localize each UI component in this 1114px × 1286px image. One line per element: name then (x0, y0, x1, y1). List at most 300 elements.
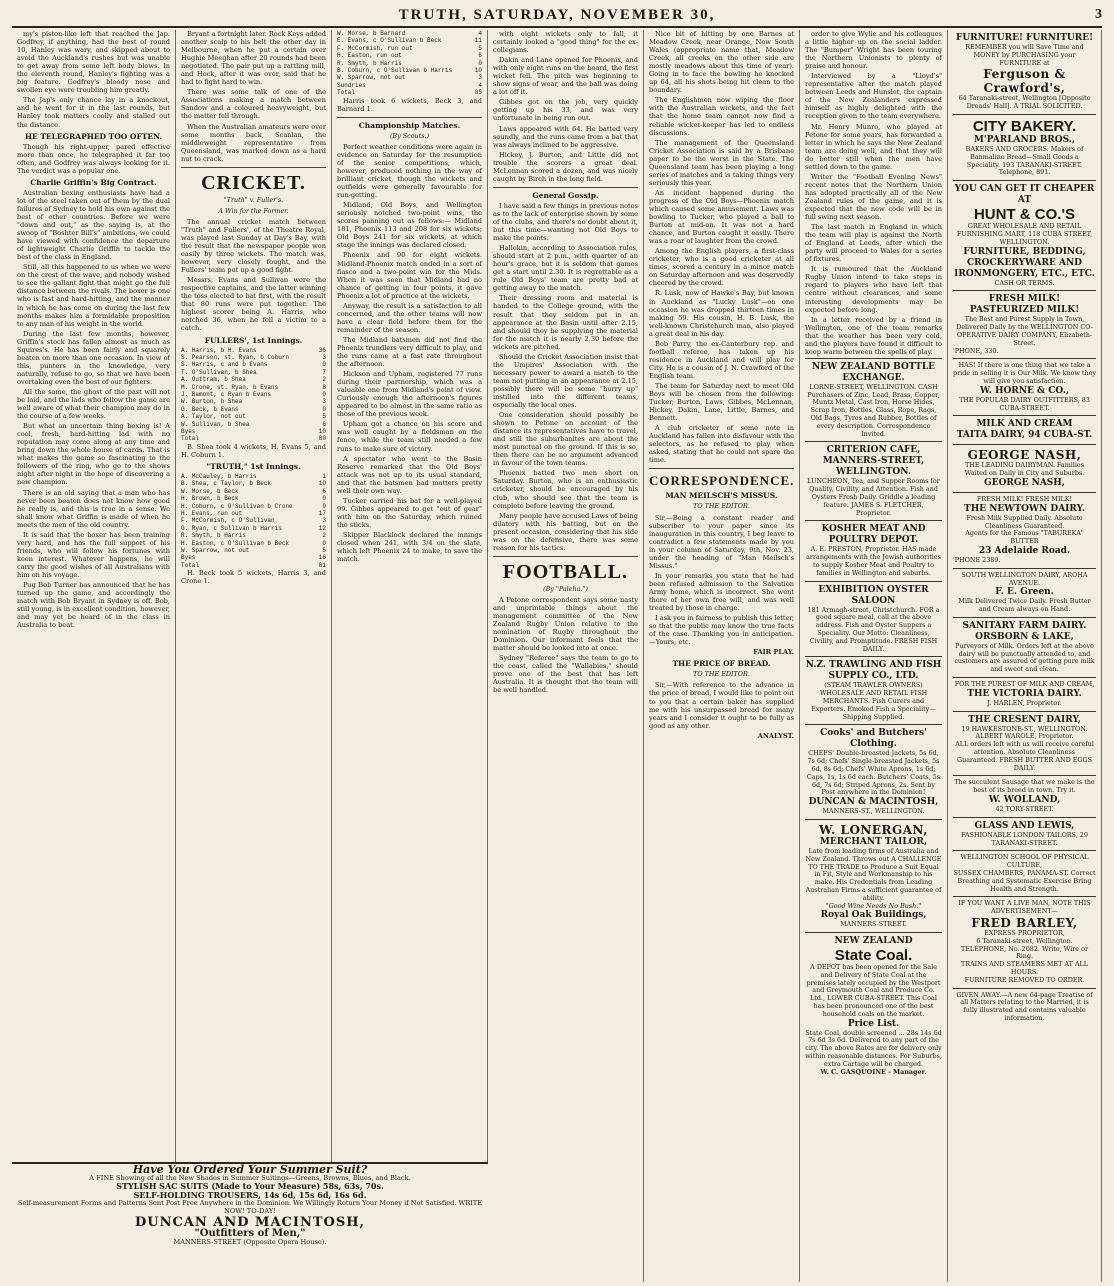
score-row (181, 398, 326, 405)
score-row (337, 30, 482, 37)
letter-paragraph: Sir,—With reference to the advance in the price of bread, I would like to point out to you that a certain baker has supplied me with his unsurpassed bread for many years and I consider it ought to be fully as good as any other. (649, 681, 794, 730)
scorecard-title: FULLERS', 1st Innings. (204, 335, 303, 345)
ad-title: THE NEWTOWN DAIRY. (964, 503, 1085, 514)
ad-firm: GEORGE NASH, (984, 477, 1065, 488)
runs: 9 (322, 502, 326, 510)
ad-body: FURNITURE, BEDDING, CROCKERYWARE AND IRONMONGERY, ETC., ETC. (954, 246, 1095, 279)
ad-title: NEW ZEALAND (834, 936, 913, 947)
article-paragraph: Interviewed by a "Lloyd's" representative after the match played between Leeds and Hunslet, the captain of the New Zealanders expressed himself as highly delighted with the reception given to the team everywhere. (805, 72, 942, 121)
ad-firm: ORSBORN & LAKE, (975, 631, 1074, 642)
article-paragraph: Tucker carried his bat for a well-played 99. Gibbes appeared to get "out of gear" with him on the Saturday, which ruined the sticks. (337, 496, 482, 529)
article-paragraph: Skipper Blacklock declared the innings closed when 241, with 3/4 on the slate, which left Phoenix 24 to make, to save the match. (337, 531, 482, 564)
batsman: G. Beck, b Evans (181, 405, 239, 413)
runs: 0 (322, 539, 326, 547)
runs: 5 (322, 547, 326, 555)
ad-body: TELEPHONE, No. 2082. Write, Wire or Ring. (960, 944, 1089, 961)
scorecard (181, 473, 326, 569)
ad-title: MERCHANT TAILOR, (819, 836, 928, 847)
score-row (181, 369, 326, 376)
article-paragraph: Should the Cricket Association insist that the Umpires' Association with the necessary power to award a match to the team not putting in an appearance at 2.15, possibly there will be some "hurry up" instilled into the different teams, especially the local ones. (493, 352, 638, 410)
ad-glass-and-lewis (953, 817, 1096, 851)
batsman: F. McCormish, c O'Sullivan (181, 517, 275, 525)
article-paragraph: Though his right-upper, pared effective more than once, he telegraphed it far too often, and Godfrey was always looking for it. The verdict was a popular one. (17, 142, 170, 175)
article-paragraph: Phoenix and 90 for eight wickets. Midland-Phoenix match ended in a sort of fiasco and a two-point win for the Mids. When it was seen that Midland had no chance of getting in four points, it gave Phoenix a lot of practice at the wickets. (337, 251, 482, 300)
ad-title: MILK AND CREAM (976, 419, 1073, 430)
addressee: TO THE EDITOR. (693, 502, 750, 511)
column-5 (644, 30, 800, 1282)
score-row (337, 37, 482, 44)
score-row (337, 60, 482, 67)
runs: 16 (318, 554, 326, 562)
ad-line: Self-measurement Forms and Patterns Sent Post Free Anywhere in the Dominion. We Willingly Return Your Money if Not Satisfied. WRITE NOW! TO-DAY! (17, 1198, 483, 1216)
article-paragraph: The annual cricket match between "Truth" and Fullers', of the Theatre Royal, was played last Sunday at Day's Bay, with the result that the newspaper people won easily by three wickets. The match was, however, very closely fought, and the Fullers' team put up a good fight. (181, 217, 326, 275)
score-row (181, 488, 326, 495)
runs: 2 (322, 376, 326, 384)
divider (337, 117, 482, 118)
ad-address: MANNERS-STREET (Opposite Opera House). (173, 1238, 327, 1247)
ad-body: CHEFS' Double-breasted Jackets, 5s 6d, 7s 6d; Chefs' Single-breasted Jackets, 5s 6d, 8s 6d; Chefs' White Aprons, 1s 6d; Caps, 1s, 1s 6d each. Butchers' Coats, 5s 6d, 7s 6d; Striped Aprons, 2s. Sent by Post anywhere in the Dominion! (806, 749, 941, 797)
ad-criterion-cafe (805, 441, 942, 520)
runs: 3 (322, 353, 326, 361)
batsman: W. Sparrow, not out (337, 74, 406, 82)
batsman: H. Easton, run out (337, 52, 402, 60)
runs: 0 (322, 390, 326, 398)
ad-firm: THE VICTORIA DAIRY. (967, 688, 1082, 699)
section-heading: General Gossip. (532, 190, 599, 200)
batsman: Total (181, 435, 200, 443)
ad-title: State Coal. (834, 947, 913, 965)
score-row (181, 503, 326, 510)
runs: 10 (318, 428, 326, 436)
score-row (181, 428, 326, 435)
ad-summer-suits (12, 1162, 488, 1282)
ad-firm: DUNCAN & MACINTOSH, (808, 797, 939, 808)
ad-firm: GLASS AND LEWIS, (974, 820, 1075, 831)
article-paragraph: A Petone correspondent says some nasty and unprintable things about the management committee of the New Zealand Rugby Union relative to the nomination of Rugby throughout the Dominion. Our informant feels that the matter should be looked into at once. (493, 595, 638, 653)
runs: 81 (318, 561, 326, 569)
score-row (337, 89, 482, 96)
article-paragraph: During the last few months, however, Griffin's stock has fallen almost as much as Squires's. He has been fairly and squarely beaten on more than one occasion. In view of this, punters in the knowledge, very naturally, refuse to go, so that we have been overtaking even the best of our fighters. (17, 329, 170, 386)
divider (649, 468, 794, 469)
column-1 (12, 30, 176, 1282)
runs: 6 (478, 52, 482, 60)
article-paragraph: Harris took 6 wickets, Beck 3, and Barnard 1. (337, 96, 482, 113)
article-paragraph: Writer the "Football Evening News" recent notes that the Northern Union has adopted practically all of the New Zealand rules of the game, and it is expected that the new code will be in full swing next season. (805, 172, 942, 222)
runs: 3 (322, 398, 326, 406)
score-row (181, 525, 326, 532)
scorecard (337, 30, 482, 97)
runs: 0 (322, 405, 326, 413)
ad-title: SANITARY FARM DAIRY. (962, 620, 1087, 631)
subheading: A Win for the Former. (218, 206, 289, 215)
ad-city-bakery (953, 114, 1096, 180)
batsman: B. Coburn, c O'Sullivan b Harris (337, 67, 453, 75)
runs: 6 (322, 420, 326, 428)
ad-george-nash (953, 444, 1096, 492)
score-row (181, 435, 326, 442)
article-paragraph: B. Shea took 4 wickets, H. Evans 5, and H. Coburn 1. (181, 442, 326, 459)
article-paragraph: The Englishmen now wiping the floor with the Australian wickets, and the fact that the home team cannot now find a reliable wicket-keeper has led to endless discussions. (649, 96, 794, 137)
article-paragraph: H. Beck took 5 wickets, Harris 3, and Crone 1. (181, 569, 326, 586)
runs: 11 (474, 37, 482, 45)
ad-tagline: "Outfitters of Men," (194, 1228, 306, 1240)
ad-line: SELF-HOLDING TROUSERS, 14s 6d, 15s 6d, 16s 6d. (133, 1189, 367, 1200)
byline: (By Scouts.) (389, 131, 430, 140)
column-6 (800, 30, 948, 1282)
batsman: T. O'Sullivan, b Shea (181, 368, 257, 376)
article-paragraph: A spectator who went to the Basin Reserve remarked that the Old Boys' attack was not up to its usual standard, and that the batsmen had matters pretty well their own way. (337, 454, 482, 495)
ad-firm: DUNCAN AND MACINTOSH, (134, 1215, 366, 1231)
score-row (337, 67, 482, 74)
article-paragraph: R. Lusk, now of Hawke's Bay, but known in Auckland as "Lucky Lusk"—on one occasion he was dropped thirteen times in making 59. His cousin, H. B. Lusk, the well-known Christchurch man, also played a great deal in his day. (649, 289, 794, 338)
ad-firm: FRED BARLEY, (971, 916, 1078, 931)
article-paragraph: Laws appeared with 64. He batted very soundly, and the runs came from a bat that was always inclined to be aggressive. (493, 124, 638, 149)
ad-body: State Coal, double screened ... 28s 14s 6d 7s 6d 3s 6d. Delivered to any part of the city. The above Rates are for delivery only within reasonable distances. For Suburbs, extra Cartage will be charged. (805, 1028, 942, 1068)
runs: 2 (322, 532, 326, 540)
ad-body: Late from leading firms of Australia and New Zealand. Throws out A CHALLENGE TO THE TRADE to Produce a Suit Equal in Fit, Style and Workmanship to his make. His Credentials from Leading Australian Firms a sufficient guarantee of ability. (805, 846, 942, 902)
batsman: H. Coburn, c O'Sullivan b Crone (181, 502, 293, 510)
letter-paragraph: I ask you in fairness to publish this letter, so that the public may know the true facts of the case. Thanking you in anticipation.—Yours, etc. (649, 614, 794, 647)
ad-body: Agents for the Famous "TABUREKA" BUTTER (965, 529, 1084, 546)
batsman: W. Morse, b Barnard (337, 30, 406, 37)
score-row (181, 517, 326, 524)
batsman: B. Shea, c Taylor, b Beck (181, 480, 272, 488)
ad-address: 64 Taranaki-street, Wellington [Opposite Dreads' Hall]. A TRIAL SOLICITED. (958, 94, 1091, 111)
ad-body: Milk Delivered Twice Daily. Fresh Butter and Cream always on Hand. (958, 597, 1091, 614)
runs: 1 (322, 472, 326, 480)
ad-firm: W. HORNE & CO., (979, 385, 1069, 396)
ad-title: FRESH MILK! PASTEURIZED MILK! (969, 294, 1080, 316)
ad-body: TRAINS AND STEAMERS MET AT ALL HOURS. (960, 960, 1089, 976)
article-paragraph: Sydney "Referee" says the team to go to the coast, called the "Wallabies," should prove one of the best that has left Australia. It is thought that the team will be well handled. (493, 654, 638, 695)
article-paragraph: A club cricketer of some note in Auckland has fallen into disfavour with the selectors, as he refused to play when asked, stating that he could not spare the time. (649, 424, 794, 465)
ad-phone: 'PHONE, 330. (953, 346, 999, 355)
score-row (181, 361, 326, 368)
batsman: M. Crone, st. Ryan, b Evans (181, 383, 279, 391)
score-row (181, 347, 326, 354)
score-row (181, 391, 326, 398)
batsman: A. McCauley, b Harris (181, 472, 257, 480)
football-heading: FOOTBALL. (502, 560, 629, 583)
ad-oyster-saloon (805, 581, 942, 657)
score-row (181, 480, 326, 487)
score-row (337, 52, 482, 59)
addressee: TO THE EDITOR. (693, 670, 750, 679)
ad-body: ALBERT WAROLE, Proprietor. (975, 732, 1074, 741)
section-heading: Charlie Griffin's Big Contract. (30, 177, 157, 187)
letter-signature: FAIR PLAY. (753, 648, 794, 657)
score-row (181, 354, 326, 361)
ad-bottle-exchange (805, 358, 942, 442)
ad-line: A FINE Showing of all the New Shades in Summer Suitings—Greens, Browns, Blues, and Black. (89, 1174, 411, 1183)
runs: 6 (322, 487, 326, 495)
score-row (181, 421, 326, 428)
article-paragraph: The management of the Queensland Cricket Association is said by a Brisbane paper to be the worst in the State. The Queensland team has been playing a long series of matches and is taking things very seriously this year. (649, 138, 794, 187)
ad-south-wellington-dairy (953, 568, 1096, 617)
runs: 12 (318, 524, 326, 532)
article-paragraph: Bryant a fortnight later. Rock Keys added another scalp to his belt the other day in Melbourne, when he put a certain over Hughie Meeghan after 20 rounds had been negotiated. The pair put up a rattling mill, and Hock, after it was over, said that he had to fight hard to win. (181, 30, 326, 87)
article-paragraph: All the same, the ghost of the past will not be laid, and the lads who follow the game are well aware of what their champion may do in the course of a few weeks. (17, 387, 170, 421)
article-paragraph: Australian boxing enthusiasts have had a lot of the steel taken out of them by the dual failures of Sydney to hold his own against the best of other countries. Before we were "down and out," as the saying is, at the swoop of "Boshter Bill's" ambitions, we could have viewed with confidence the departure of lightweight Charlie Griffin to tackle the best of the class in England. (17, 188, 170, 262)
article-paragraph: Anyway, the result is a satisfaction to all concerned, and the other teams will now have a clear field before them for the remainder of the season. (337, 301, 482, 334)
article-paragraph: The last match in England in which the team will play is against the North of England at Leeds, after which the party will proceed to Wales for a series of fixtures. (805, 223, 942, 264)
ad-address: 42 TORY-STREET. (995, 805, 1054, 814)
ad-title: WELLINGTON SCHOOL OF PHYSICAL CULTURE, (960, 853, 1089, 870)
byline: (By "Paleha.") (543, 584, 588, 593)
ad-address: MANNERS-STREET. (840, 920, 907, 929)
batsman: H. Evans, run out (181, 510, 243, 517)
article-paragraph: But what an uncertain thing boxing is! A cool, fresh, hard-hitting lad with no reputation may come along at any time and bring down the whole house of cards. That is what makes the game so fascinating to the followers of the ring, who go to the shows night after night in the hope of discovering a new champion. (17, 422, 170, 487)
batsman: H. Brown, b Beck (181, 495, 239, 503)
batsman: W. Sullivan, b Shea (181, 420, 250, 428)
newspaper-title: TRUTH, SATURDAY, NOVEMBER 30, (398, 6, 716, 23)
ad-victoria-dairy (953, 677, 1096, 711)
article-paragraph: Gibbes got on the job, very quickly getting up his 33, and was very unfortunate in being run out. (493, 98, 638, 123)
batsman: A. Taylor, not out (181, 413, 246, 421)
article-paragraph: Phoenix batted two men short on Saturday. Burton, who is an enthusiastic cricketer, should be encouraged by his club, who should see that the team is complete before leaving the ground. (493, 469, 638, 510)
runs: 80 (318, 435, 326, 443)
price-list-title: Price List. (847, 1018, 900, 1029)
ad-cooks-clothing (805, 724, 942, 819)
runs: 5 (322, 413, 326, 421)
ad-title: FURNITURE! FURNITURE! (955, 33, 1094, 43)
ad-body: (STEAM TRAWLER OWNERS) WHOLESALE AND RETAIL FISH MERCHANTS. Fish Curers and Exporters. Emoked Fish a Speciality—Shipping Supplied. (811, 681, 936, 721)
boxing-article (17, 30, 170, 1158)
ad-fred-barley (953, 896, 1096, 987)
ad-state-coal (805, 932, 942, 1079)
batsman: W. Burton, b Shea (181, 398, 243, 406)
batsman: R. Smyth, b Harris (181, 532, 246, 540)
ad-address: 23 Adelaide Road. (978, 545, 1071, 556)
letter-paragraph: In your remarks you state that he had been refused admission to the Salvation Army home, which is incorrect. She went there of her own free will, and was well treated by those in charge. (649, 571, 794, 613)
ad-address: THE POPULAR DAIRY OUTFITTERS, 83 CUBA-STREET. (959, 395, 1090, 412)
runs: 0 (478, 59, 482, 67)
ad-firm: F. E. Green. (995, 587, 1054, 598)
score-row (181, 532, 326, 539)
batsman: W. Sparrow, not out (181, 547, 250, 555)
ad-physical-culture (953, 850, 1096, 896)
score-row (181, 540, 326, 547)
batsman: S. Harris, c and b Evans (181, 361, 268, 369)
ad-wolland (953, 775, 1096, 816)
article-paragraph: Among the English players, a first-class cricketer, who is a good cricketer at all times, scored a century in a minor match on Saturday afternoon and was deservedly cheered by the crowd. (649, 247, 794, 288)
ad-sanitary-farm-dairy (953, 617, 1096, 677)
article-paragraph: The Jap's only chance lay in a knockout, and he went for it in the last rounds, but Hanley took matters coolly and stalled out the distance. (17, 96, 170, 129)
ad-firm: Ferguson & Crawford's, (983, 67, 1066, 96)
ad-firm: W. WOLLAND, (988, 795, 1061, 806)
article-paragraph: There was some talk of one of the Associations making a match between Sandow and a coloured heavyweight, but the matter fell through. (181, 88, 326, 121)
runs: 17 (318, 510, 326, 517)
ad-newtown-dairy (953, 492, 1096, 568)
ad-body: Fresh Milk Supplied Daily. Absolute Cleanliness Guaranteed. (966, 513, 1083, 530)
ad-manager: W. C. GASQUOINE - Manager. (820, 1067, 927, 1076)
ad-horne (953, 358, 1096, 415)
batsman: F. McCormish, run out (337, 44, 413, 52)
runs: 85 (474, 89, 482, 97)
ad-given-away (953, 988, 1096, 1026)
score-row (337, 74, 482, 81)
letter-title: MAN MEILSCH'S MISSUS. (665, 491, 778, 501)
ad-trawling (805, 656, 942, 724)
ad-title: N.Z. TRAWLING AND FISH SUPPLY CO., LTD. (805, 660, 942, 682)
article-paragraph: There is an old saying that a man who has never been beaten does not know how good he really is, and this is true in a sense. We shall know what Griffin is made of when he meets the men of the old country. (17, 488, 170, 529)
letter-paragraph: Sir,—Being a constant reader and subscriber to your paper since its inauguration in this country, I beg leave to contradict a few statements made by you in your column of Saturday, 9th, Nov. 23, under the heading of "Man Meilsch's Missus." (649, 513, 794, 570)
article-paragraph: Pug Bob Turner has announced that he has turned up the game, and accordingly the match with Bob Bryant in Sydney is off. Bob, still young, is in excellent condition, however, and may yet be heard of in the class in Australia to beat. (17, 581, 170, 630)
runs: 0 (322, 495, 326, 503)
ad-body: ALL orders left with us will receive careful attention. Absolute Cleanliness Guaranteed. FRESH BUTTER AND EGGS DAILY. (955, 740, 1094, 772)
score-row (181, 562, 326, 569)
ad-body: FURNITURE REMOVED TO ORDER. (964, 975, 1085, 984)
scorecard-title: "TRUTH," 1st Innings. (206, 461, 301, 471)
masthead (12, 4, 1102, 28)
ad-firm: M'PARLAND BROS., (973, 134, 1076, 145)
article-paragraph: An incident happened during the progress of the Old Boys—Phoenix match which caused some amusement. Laws was bowling to Tucker, who played a ball to Burton at mid-on. It was not a hard chance, and Burton caught it easily. There was a roar of laughter from the crowd. (649, 188, 794, 246)
runs: 36 (318, 346, 326, 354)
runs: 3 (478, 74, 482, 82)
section-heading: HE TELEGRAPHED TOO OFTEN. (24, 131, 163, 141)
score-row (337, 45, 482, 52)
article-paragraph: One consideration should possibly be shown to Petone on account of the distance its representatives have to travel, and still the suburbanites are about the most punctual on the ground. If this is so, then there can be no argument advanced in favour of the town teams. (493, 411, 638, 468)
score-row (181, 510, 326, 517)
ad-body: REMEMBER you will Save Time and MONEY by PURCHASING your FURNITURE at (965, 43, 1084, 67)
article-paragraph: order to give Wylie and his colleagues a little higher up on the social ladder. The "Bumper" Wright has been touring the Northern Unionists to plenty of praise and honour. (805, 30, 942, 71)
cricket-heading: CRICKET. (201, 171, 306, 194)
runs: 7 (322, 368, 326, 376)
ad-motto: "Good Wine Needs No Bush." (825, 901, 922, 910)
ad-hunt (953, 180, 1096, 290)
ad-line: STYLISH SAC SUITS (Made to Your Measure) 58s, 63s, 70s. (116, 1181, 384, 1192)
ad-title: Cooks' and Butchers' Clothing. (820, 728, 927, 750)
section-heading: Championship Matches. (358, 120, 461, 130)
score-row (181, 376, 326, 383)
article-paragraph: Mr. Henry Munro, who played at Petone for some years, has forwarded a letter in which he says the New Zealand team are doing well, and that they will do better still when the men have settled down to the game. (805, 122, 942, 171)
article-paragraph: When the Australian amateurs were over some months back, Scanlan, the middleweight representative from Queensland, was marked down as a hard nut to crack. (181, 122, 326, 163)
ad-title: YOU CAN GET IT CHEAPER AT (954, 184, 1095, 206)
ad-body: A DEPOT has been opened for the Sale and Delivery of State Coal at the premises lately occupied by the Westport and Greymouth Coal and Produce Co. Ltd., LOWER CUBA-STREET. This Coal has been pronounced one of the best household coals on the market. (806, 963, 941, 1018)
page-number: 3 (1095, 7, 1102, 22)
ad-title: NEW ZEALAND BOTTLE EXCHANGE. (811, 361, 936, 383)
ad-body: SUSSEX CHAMBERS, PANAMA-ST. Correct Breathing and Systematic Exercise Bring Health and Strength. (953, 869, 1096, 893)
score-row (181, 554, 326, 561)
batsman: Total (337, 89, 356, 97)
ad-body: IF YOU WANT A LIVE MAN, NOTE THIS ADVERTISEMENT— (958, 899, 1091, 916)
ad-furniture (953, 30, 1096, 114)
score-row (181, 495, 326, 502)
batsman: Byes (181, 428, 196, 436)
ad-title: KOSHER MEAT AND POULTRY DEPOT. (821, 524, 926, 546)
ad-headline: Have You Ordered Your Summer Suit? (132, 1163, 368, 1176)
ad-fresh-milk (953, 290, 1096, 358)
ad-body: HAS! If there is one thing that we take a pride in selling it is Our Milk. We know they will give you satisfaction. (953, 361, 1096, 385)
article-paragraph: The Midland batsmen did not find the Phoenix trundlers very difficult to play, and the runs came at a fast rate throughout the afternoon. (337, 335, 482, 369)
ad-title: CITY BAKERY. (972, 117, 1077, 135)
ad-address: 19 HAWKESTONE-ST., WELLINGTON. (961, 724, 1088, 733)
ad-body: The Best and Purest Supply in Town, Delivered Daily by the WELLINGTON CO-OPERATIVE DAIRY COMPANY, Elizabeth-Street. (956, 315, 1093, 347)
ad-body: GIVEN AWAY.—A new 64-page Treatise of all Matters relating to the Married, it is fully illustrated and contains valuable information. (956, 990, 1093, 1022)
article-paragraph: It is rumoured that the Auckland Rugby Union intend to take steps in regard to players who have left that centre without clearances, and some interesting developments may be expected before long. (805, 265, 942, 314)
letter-signature: ANALYST. (757, 731, 794, 740)
score-row (337, 82, 482, 89)
article-paragraph: Still, all this happened to us when we were on the crest of the wave, and nobody wished to see the gallant fight that might go the full distance between the rivals. The boxer is one who is fast and hard-hitting, and the manner in which he has come on during the last few months makes him a formidable proposition to any man of his weight in the world. (17, 263, 170, 328)
ad-address: MANNERS-ST., WELLINGTON. (822, 807, 925, 816)
score-row (181, 406, 326, 413)
ad-crescent-dairy (953, 711, 1096, 776)
ad-lonergan (805, 819, 942, 932)
article-paragraph: Midland, Old Boys, and Wellington seriously notched two-point wins, the scores panning out as follows:— Midland 181, Phoenix 113 and 208 for six wickets; Old Boys 241 for six wickets, at which stage the innings was declared closed. (337, 201, 482, 250)
ad-body: FASHIONABLE LONDON TAILORS, 29 TARANAKI-STREET. (961, 830, 1088, 847)
ad-body: GREAT WHOLESALE AND RETAIL FURNISHING MART, 118 CUBA STREET, WELLINGTON. (956, 222, 1093, 246)
runs: 4 (478, 30, 482, 37)
column-3 (332, 30, 488, 1282)
divider (493, 187, 638, 188)
ad-phone: 'PHONE 2389. (953, 555, 1001, 564)
batsman: W. Morse, b Beck (181, 487, 239, 495)
subheading: "Truth" v. Fuller's. (223, 195, 284, 204)
score-row (181, 413, 326, 420)
divider (493, 556, 638, 557)
runs: 5 (478, 44, 482, 52)
ad-body: CASH OR TERMS. (994, 278, 1055, 287)
column-7 (948, 30, 1102, 1282)
score-row (181, 384, 326, 391)
article-paragraph: Hallekin, according to Association rules, should start at 2 p.m., with quarter of an hour's grace, but it is seldom that games get a start until 2.30. It is regrettable as a rule Old Boys' team are pretty bad at getting away to the match. (493, 244, 638, 293)
ad-firm: HUNT & CO.'S (973, 206, 1076, 224)
batsman: A. Harris, b H. Evans (181, 346, 257, 354)
letter-title: THE PRICE OF BREAD. (672, 659, 771, 669)
ad-title: CRITERION CAFE, MANNERS-STREET, WELLINGTON. (822, 445, 925, 478)
divider (181, 167, 326, 168)
runs: 3 (322, 517, 326, 525)
ad-body: A. E. PRESTON, Proprietor. HAS made arrangements with the Jewish authorities to supply Kosher Meat and Poultry to families in Wellington and suburbs. (806, 545, 941, 577)
runs: 0 (322, 361, 326, 369)
article-paragraph: It is said that the boxer has been training very hard, and has the full support of his friends, who will follow his fortunes with keen interest. Whatever happens, he will carry the good wishes of all Australians with him on his voyage. (17, 530, 170, 579)
ad-body: J. HARLEN, Proprietor. (987, 698, 1062, 707)
article-paragraph: The team for Saturday next to meet Old Boys will be chosen from the following: Tucker, Burton, Laws, Gibbes, McLennan, Hickey, Dakin, Lane, Little, Barnes, and Bennett. (649, 381, 794, 423)
score-row (181, 547, 326, 554)
article-paragraph: Upham got a chance on his score and was well caught by a fieldsman on the fence, while the team still needed a few runs to make sure of victory. (337, 420, 482, 453)
article-paragraph: with eight wickets only to fall, it certainly looked a "good thing" for the ex-collegians. (493, 30, 638, 55)
page-columns (12, 30, 1102, 1282)
batsman: E. Evans, c O'Sullivan b Beck (337, 37, 442, 45)
ad-address: 6 Taranaki-street, Wellington. (976, 936, 1073, 945)
article-paragraph: Perfect weather conditions were again in evidence on Saturday for the resumption of the senior competitions, which, however, produced nothing in the way of brilliant cricket, though the wickets and outfields were generally favourable for run-getting. (337, 142, 482, 200)
batsman: Total (181, 561, 200, 569)
batsman: G. Ryan, c Sullivan b Harris (181, 524, 282, 532)
article-paragraph: Bob Parry, the ex-Canterbury rep. and football referee, has taken up his residence in Auckland and will play for City. He is a cousin of J. N. Crawford of the English team. (649, 339, 794, 380)
ad-firm: TAITA DAIRY, 94 CUBA-ST. (956, 430, 1093, 441)
article-paragraph: my's piston-like left that reached the Jap. Godfrey, if anything, had the best of round 10, Hanley was wary, and skipped about to avoid the Auckland's rushes but was unable to get away from some left body blows. In the eleventh round, Hanley's fighting was a big feature. Godfrey's bloody nose and swollen eye were troubling him greatly. (17, 30, 170, 95)
runs: 10 (474, 67, 482, 75)
article-paragraph: Their dressing room and material is handed to the College ground, with the result that they seldom put in an appearance at the Basin until after 2.15, and should they be supplying the material for the match it is nearly 2.30 before the wickets are pitched. (493, 294, 638, 351)
ad-body: FOR THE PUREST OF MILK AND CREAM, (954, 680, 1095, 689)
ad-body: THE LEADING DAIRYMAN. Families Waited on Daily in City and Suburbs. (964, 461, 1085, 478)
batsman: H. Easton, c O'Sullivan b Beck (181, 539, 290, 547)
ad-firm: GEORGE NASH, (967, 448, 1082, 463)
runs: 10 (318, 480, 326, 488)
ad-body: FRESH MILK! FRESH MILK! (976, 494, 1073, 503)
article-paragraph: Hickey, J. Burton, and Little did not trouble the scorers a great deal. McLennan scored a dozen, and was nicely caught by Birch in the long field. (493, 150, 638, 183)
score-row (181, 473, 326, 480)
batsman: S. Pearson, st. Ryan, b Coburn (181, 353, 290, 361)
ad-firm: W. LONERGAN, (819, 822, 928, 837)
batsman: R. Smyth, b Harris (337, 59, 402, 67)
ad-body: Purveyors of Milk. Orders left at the above dairy will be punctually attended to, and customers are assured of getting pure milk and sweet and clean. (954, 641, 1095, 674)
article-paragraph: Many people have accused Laws of being dilatory with his batting, but on the present occasion, considering that his side was on the defensive, there was some reason for his tactics. (493, 511, 638, 552)
column-2 (176, 30, 332, 1282)
batsman: J. Bamont, c Ryan b Evans (181, 390, 272, 398)
article-paragraph: Messrs. Evans and Sullivan were the respective captains, and the latter winning the toss elected to bat first, with the result that 80 runs were put together. The highest scorer being A. Harris, who notched 36, when he fell a victim to a catch. (181, 276, 326, 333)
ad-body: EXPRESS PROPRIETOR, (984, 929, 1065, 938)
